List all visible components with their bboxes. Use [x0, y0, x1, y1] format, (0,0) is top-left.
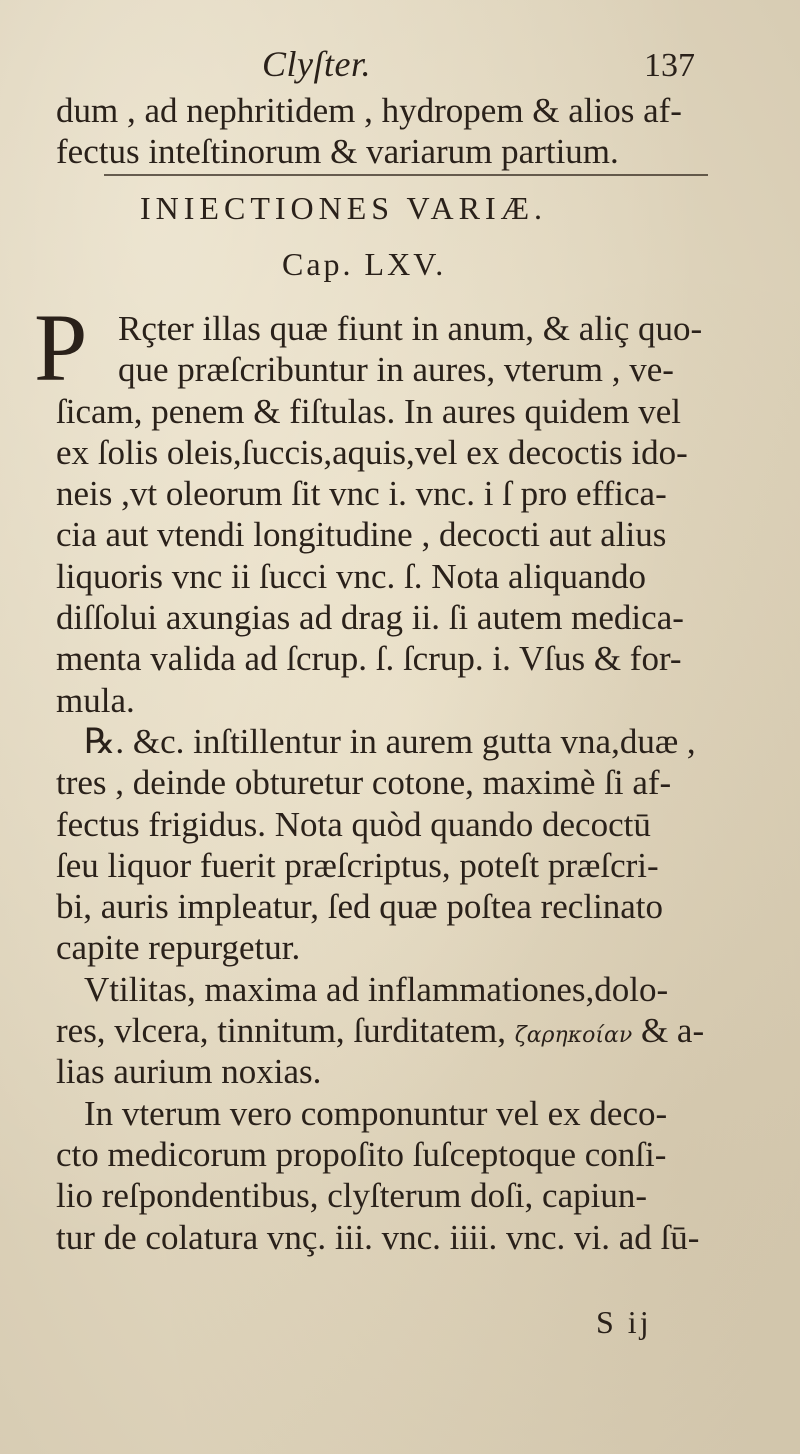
text-line: diſſolui axungias ad drag ii. ſi autem medica- — [56, 598, 684, 638]
text-line: Vtilitas, maxima ad inflammationes,dolo- — [84, 969, 669, 1009]
body-text — [56, 308, 746, 1258]
text-line: ſeu liquor fuerit præſcriptus, poteſt præſcri- — [56, 845, 659, 885]
section-title: INIECTIONES VARIÆ. — [140, 190, 548, 226]
text-line: neis ,vt oleorum ſit vnc i. vnc. i ſ pro effica- — [56, 474, 667, 514]
page-header — [0, 42, 800, 90]
drop-cap: P — [34, 294, 88, 401]
text-line: menta valida ad ſcrup. ſ. ſcrup. i. Vſus & for- — [56, 639, 682, 679]
text-line: liquoris vnc ii ſucci vnc. ſ. Nota aliquando — [56, 556, 647, 596]
text-line: tur de colatura vnç. iii. vnc. iiii. vnc. vi. ad ſū- — [56, 1217, 700, 1257]
greek-word: ζαρηκοίαν — [514, 1023, 633, 1049]
text-line: dum , ad nephritidem , hydropem & alios af- — [56, 91, 682, 130]
chapter-label: Cap. LXV. — [282, 246, 447, 282]
text-line — [56, 1010, 746, 1051]
text-line: ſicam, penem & fiſtulas. In aures quidem vel — [56, 391, 681, 431]
text-line: tres , deinde obturetur cotone, maximè ſi af- — [56, 763, 672, 803]
text-line: ex ſolis oleis,ſuccis,aquis,vel ex decoctis ido- — [56, 432, 688, 472]
text-line: Rçter illas quæ fiunt in anum, & aliç quo- — [118, 309, 703, 348]
text-line: mula. — [56, 680, 135, 720]
text-line: In vterum vero componuntur vel ex deco- — [84, 1093, 668, 1133]
text-line: bi, auris impleatur, ſed quæ poſtea reclinato — [56, 887, 664, 927]
page-number: 137 — [644, 47, 695, 84]
text-segment: & a- — [640, 1011, 705, 1051]
horizontal-rule — [104, 174, 708, 176]
signature-mark: S ij — [596, 1304, 652, 1340]
text-line: que præſcribuntur in aures, vterum , ve- — [118, 350, 674, 390]
text-segment: res, vlcera, tinnitum, ſurditatem, — [56, 1011, 507, 1051]
text-line: lio reſpondentibus, clyſterum doſi, capiun- — [56, 1176, 647, 1216]
text-line: lias aurium noxias. — [56, 1052, 322, 1092]
running-title: Clyſter. — [262, 44, 371, 84]
text-line: fectus inteſtinorum & variarum partium. — [56, 132, 619, 172]
text-line: fectus frigidus. Nota quòd quando decoctū — [56, 804, 651, 844]
text-line: capite repurgetur. — [56, 928, 301, 968]
text-line: ℞. &c. inſtillentur in aurem gutta vna,duæ , — [84, 721, 696, 761]
text-line: cia aut vtendi longitudine , decocti aut alius — [56, 515, 667, 555]
continuation-text — [56, 90, 746, 173]
text-line: cto medicorum propoſito ſuſceptoque conſi- — [56, 1134, 667, 1174]
